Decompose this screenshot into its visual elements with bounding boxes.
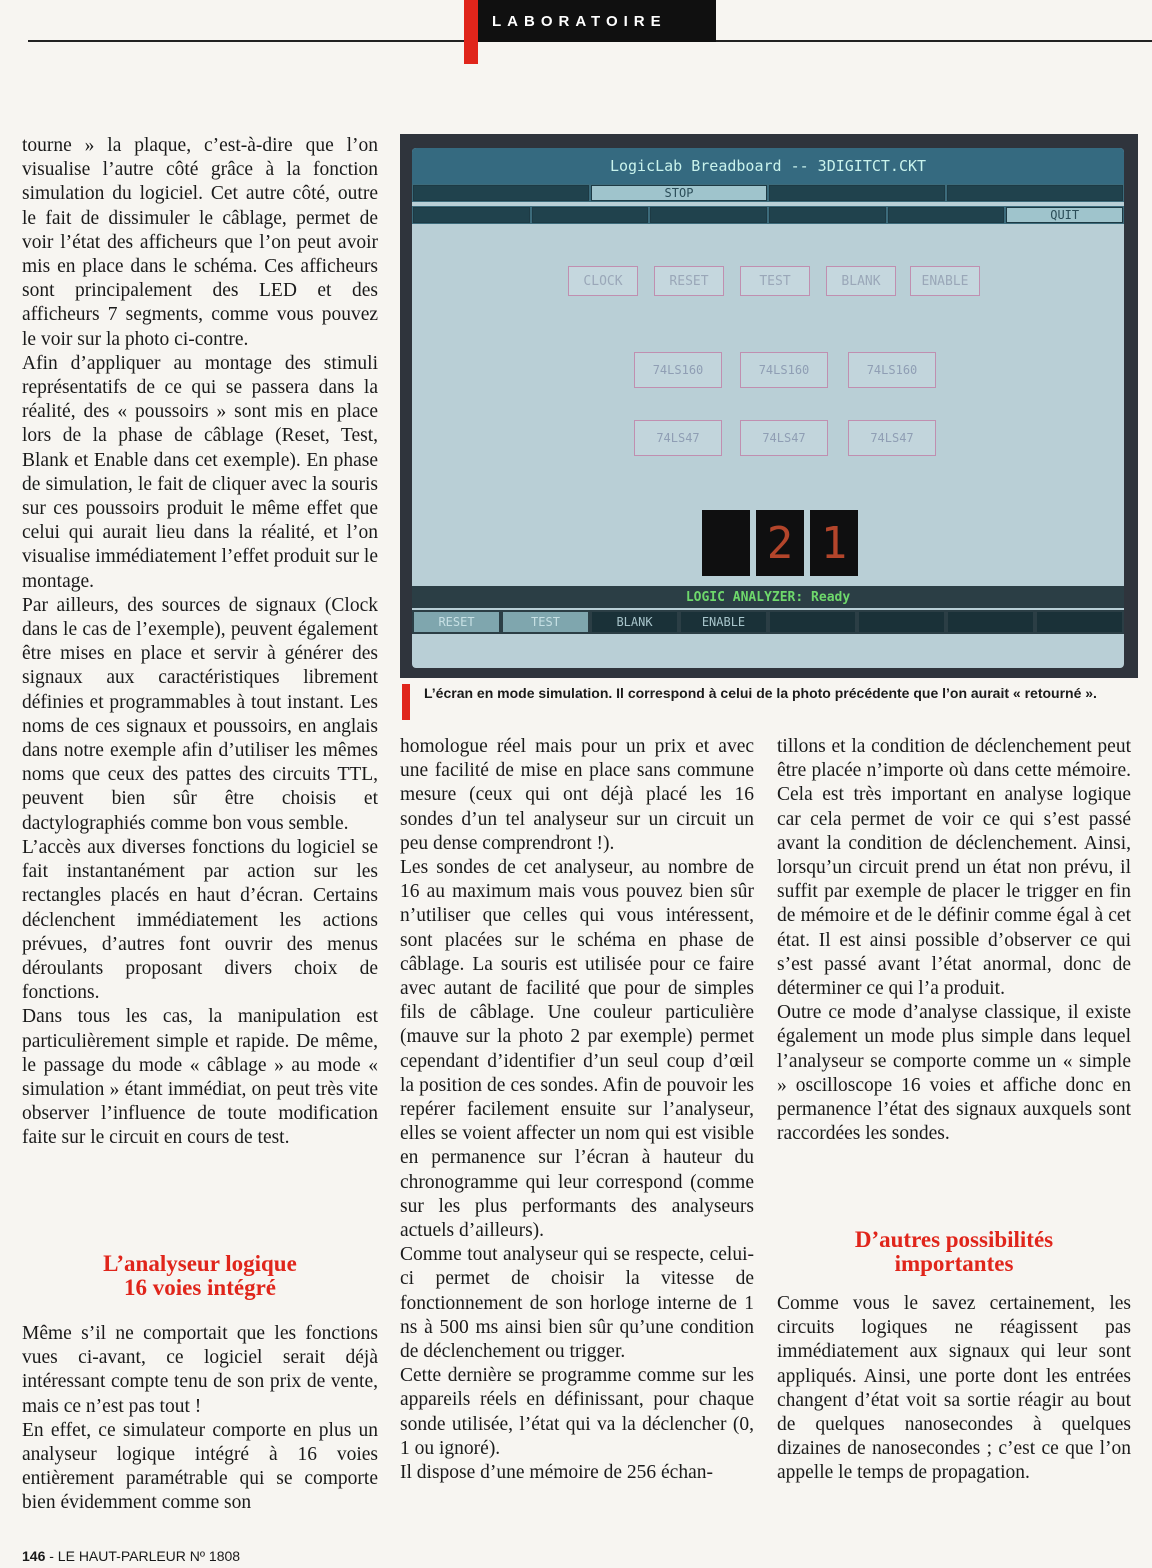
paragraph: En effet, ce simulateur comporte en plus un analyseur logique intégré à 16 voies entièrement paramétrable qui se comporte bien évidemment comme son	[22, 1419, 378, 1514]
section-marker	[464, 0, 478, 64]
column-2	[400, 735, 754, 1485]
chip-74ls47: 74LS47	[634, 420, 722, 456]
paragraph: Comme tout analyseur qui se respecte, celui-ci permet de choisir la vitesse de fonctionnement de son horloge interne de 1 ns à 500 ms ainsi bien sûr qu’une condition de déclenchement ou trigger.	[400, 1244, 754, 1363]
subheading-line: D’autres possibilités	[854, 1227, 1054, 1252]
paragraph: Afin d’appliquer au montage des stimuli représentatifs de ce qui se passera dans la réalité, des « poussoirs » sont mis en place lors de la phase de câblage (Reset, Test, Blank et Enable dans cet exemple). En phase de simulation, le fait de cliquer avec la souris sur ces poussoirs produit le même effet que celui qui aurait lieu dans la réalité, et l’on visualise immédiatement l’effet produit sur le montage.	[22, 352, 378, 592]
logic-analyzer-status: LOGIC ANALYZER: Ready	[412, 586, 1124, 608]
caption-marker	[402, 684, 410, 720]
subheading-line: L’analyseur logique	[103, 1251, 297, 1276]
paragraph: homologue réel mais pour un prix et avec une facilité de mise en place sans commune mesure (ceux qui ont déjà placé les 16 sondes d’un tel analyseur sur un circuit un peu dense comprendront !).	[400, 736, 754, 854]
paragraph: Il dispose d’une mémoire de 256 échan-	[400, 1462, 713, 1484]
subheading-line: 16 voies intégré	[123, 1275, 276, 1300]
section-header: LABORATOIRE	[478, 0, 716, 42]
chip-74ls160: 74LS160	[848, 352, 936, 388]
chip-74ls160: 74LS160	[740, 352, 828, 388]
column-1-bottom	[22, 1322, 378, 1516]
digit: 1	[810, 510, 858, 576]
column-1	[22, 134, 378, 1151]
simulator-screen	[412, 148, 1124, 668]
enable-button[interactable]: ENABLE	[681, 612, 766, 632]
paragraph: Les sondes de cet analyseur, au nombre de 16 au maximum mais vous pouvez bien sûr n’utiliser que celles qui vous intéressent, sont placées sur le schéma en phase de câblage. La souris est utilisée pour ce faire avec autant de facilité que pour de simples fils de câblage. Une couleur particulière (mauve sur la photo 2 par exemple) permet cependant d’identifier d’un seul coup d’œil la position de ces sondes. Afin de pouvoir les repérer facilement ensuite sur l’analyseur, elles se voient affecter un nom qui est visible en permanence sur l’écran à hauteur du chronogramme qui leur correspond (comme sur les plus performants des analyseurs actuels d’ailleurs).	[400, 857, 754, 1242]
paragraph: Dans tous les cas, la manipulation est particulièrement simple et rapide. De même, le passage du mode « câblage » au mode « simulation » étant immédiat, on peut très vite observer l’influence de toute modification faite sur le circuit en cours de test.	[22, 1006, 378, 1149]
menu-cell[interactable]	[769, 207, 886, 223]
menu-row-1	[412, 184, 1124, 202]
paragraph: Même s’il ne comportait que les fonctions vues ci-avant, ce logiciel serait déjà intéressant compte tenu de son prix de vente, mais ce n’est pas tout !	[22, 1323, 378, 1417]
test-button[interactable]: TEST	[503, 612, 588, 632]
menu-cell[interactable]	[650, 207, 767, 223]
page-number: 146	[22, 1548, 46, 1564]
menu-cell[interactable]	[413, 185, 589, 201]
chip-74ls47: 74LS47	[848, 420, 936, 456]
blank-pushbutton[interactable]: BLANK	[826, 266, 896, 296]
reset-pushbutton[interactable]: RESET	[654, 266, 724, 296]
bottom-button-row	[412, 610, 1124, 634]
blank-button[interactable]: BLANK	[592, 612, 677, 632]
seven-segment-display	[702, 510, 862, 576]
enable-pushbutton[interactable]: ENABLE	[910, 266, 980, 296]
menu-cell[interactable]	[947, 185, 1123, 201]
paragraph: Cette dernière se programme comme sur les appareils réels en définissant, pour chaque sonde utilisée, l’état qui va la déclencher (0, 1 ou ignoré).	[400, 1365, 754, 1459]
publication-name: - LE HAUT-PARLEUR Nº 1808	[49, 1548, 241, 1564]
menu-cell[interactable]	[532, 207, 649, 223]
empty-button[interactable]	[770, 612, 855, 632]
paragraph: Outre ce mode d’analyse classique, il existe également un mode plus simple dans lequel l’analyseur se comporte comme un « simple » oscilloscope 16 voies et affiche donc en permanence l’état des signaux auxquels sont raccordées les sondes.	[777, 1002, 1131, 1145]
paragraph: Par ailleurs, des sources de signaux (Clock dans le cas de l’exemple), peuvent également être mises en place et servir à générer des signaux aux caractéristiques librement définies et programmables à tout instant. Les noms de ces signaux et poussoirs, en anglais dans notre exemple afin d’utiliser les mêmes noms que ceux des pattes des circuits TTL, peuvent bien sûr être choisis et dactylographiés comme bon vous semble.	[22, 594, 378, 834]
stop-button[interactable]: STOP	[591, 185, 767, 201]
caption-text: L’écran en mode simulation. Il correspond à celui de la photo précédente que l’on aurait « retourné ».	[424, 685, 1097, 701]
menu-cell[interactable]	[769, 185, 945, 201]
digit: 2	[756, 510, 804, 576]
column-3	[777, 735, 1131, 1146]
subheading-line: importantes	[894, 1251, 1014, 1276]
menu-row-2	[412, 206, 1124, 224]
chip-74ls160: 74LS160	[634, 352, 722, 388]
paragraph: L’accès aux diverses fonctions du logiciel se fait instantanément par action sur les rectangles placés en haut d’écran. Certains déclenchent immédiatement les actions prévues, d’autres font ouvrir des menus déroulants proposant divers choix de fonctions.	[22, 836, 378, 1004]
test-pushbutton[interactable]: TEST	[740, 266, 810, 296]
subheading-possibilites	[777, 1228, 1131, 1276]
screen-photo	[400, 134, 1138, 678]
page-footer	[22, 1548, 240, 1564]
empty-button[interactable]	[948, 612, 1033, 632]
column-3-bottom	[777, 1292, 1131, 1486]
paragraph: tourne » la plaque, c’est-à-dire que l’on visualise l’autre côté grâce à la fonction simulation du logiciel. Cet autre côté, outre le fait de dissimuler le câblage, permet de voir l’état des afficheurs que l’on peut avoir mis en place dans le schéma. Ces afficheurs sont principalement des LED et des afficheurs 7 segments, comme vous pouvez le voir sur la photo ci-contre.	[22, 135, 378, 350]
menu-cell[interactable]	[888, 207, 1005, 223]
reset-button[interactable]: RESET	[414, 612, 499, 632]
photo-caption	[402, 684, 1142, 703]
empty-button[interactable]	[859, 612, 944, 632]
paragraph: tillons et la condition de déclenchement peut être placée n’importe où dans cette mémoire. Cela est très important en analyse logique car cela permet de voir ce qui s’est passé avant la condition de déclenchement. Ainsi, lorsqu’un circuit prend un état non prévu, il suffit par exemple de placer le trigger en fin de mémoire et de le définir comme égal à cet état. Il est ainsi possible d’observer ce qui s’est passé avant l’état anormal, donc de déterminer ce qui l’a produit.	[777, 736, 1131, 1000]
paragraph: Comme vous le savez certainement, les circuits logiques ne réagissent pas immédiatement aux signaux qui leur sont appliqués. Ainsi, une porte dont les entrées changent d’état voit sa sortie réagir au bout de quelques nanosecondes à quelques dizaines de nanosecondes ; c’est ce que l’on appelle le temps de propagation.	[777, 1293, 1131, 1484]
clock-source[interactable]: CLOCK	[568, 266, 638, 296]
menu-cell[interactable]	[413, 207, 530, 223]
empty-button[interactable]	[1037, 612, 1122, 632]
digit	[702, 510, 750, 576]
subheading-analyseur	[22, 1252, 378, 1300]
chip-74ls47: 74LS47	[740, 420, 828, 456]
quit-button[interactable]: QUIT	[1006, 207, 1123, 223]
app-title: LogicLab Breadboard -- 3DIGITCT.CKT	[412, 148, 1124, 184]
